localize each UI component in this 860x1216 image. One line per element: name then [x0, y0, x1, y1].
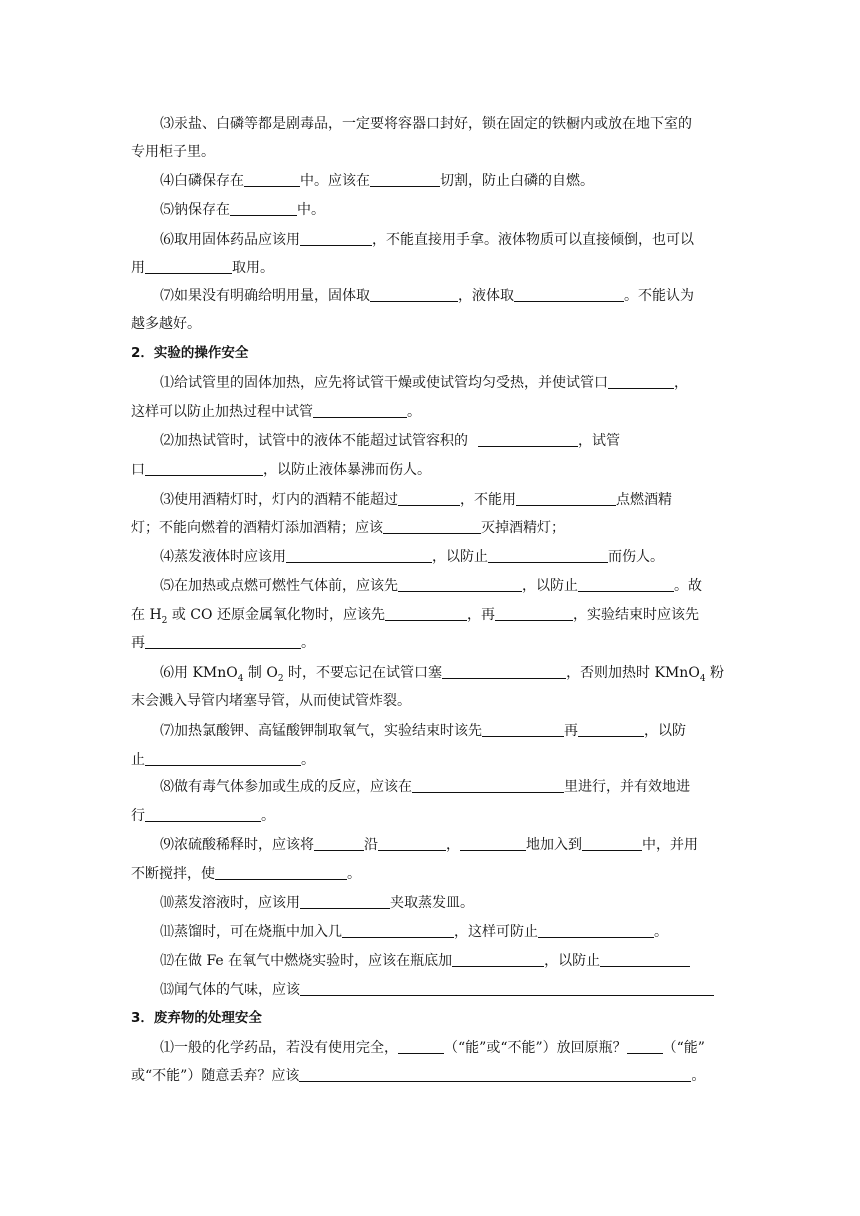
answer-blank[interactable]	[314, 836, 364, 851]
s2-item-4-text-a: ⑷蒸发液体时应该用	[160, 549, 286, 565]
s2-item-7-line-1	[160, 721, 686, 741]
section-3-heading: 3．废弃物的处理安全	[131, 1010, 262, 1026]
s2-item-2-line-1	[160, 431, 620, 451]
s2-item-6-text-a: ⑹用 KMnO	[160, 665, 238, 681]
s1-item-7-text-a: ⑺如果没有明确给明用量，固体取	[160, 288, 370, 304]
s2-item-9-line-1	[160, 835, 698, 855]
s2-item-5-line-2	[131, 605, 699, 625]
answer-blank[interactable]	[300, 981, 714, 996]
answer-blank[interactable]	[286, 548, 432, 563]
s2-item-3-line-1	[160, 490, 672, 510]
answer-blank[interactable]	[488, 548, 608, 563]
s1-item-5	[160, 200, 325, 220]
s3-item-1-line-1	[160, 1038, 705, 1058]
s2-item-5-text-c: 。故	[674, 578, 702, 594]
s2-item-1-text-c: 这样可以防止加热过程中试管	[131, 404, 313, 420]
s2-item-5-subscript: 2	[161, 615, 168, 626]
s2-item-5-text-b: ，以防止	[522, 578, 578, 594]
s2-item-10-text-b: 夹取蒸发皿。	[390, 895, 474, 911]
s2-item-7-text-b: 再	[564, 723, 578, 739]
s1-item-4	[160, 171, 594, 191]
s2-item-5-text-g: ，实验结束时应该先	[572, 607, 699, 623]
s1-item-3-text-end: 专用柜子里。	[131, 144, 215, 160]
s1-item-7-line-1	[160, 286, 694, 306]
answer-blank[interactable]	[514, 287, 624, 302]
s3-item-1-text-a: ⑴一般的化学药品，若没有使用完全，	[160, 1040, 398, 1056]
s2-item-6-subscript: 2	[277, 673, 284, 684]
answer-blank[interactable]	[452, 952, 544, 967]
answer-blank[interactable]	[145, 807, 261, 822]
section-2-heading: 2．实验的操作安全	[131, 345, 249, 361]
answer-blank[interactable]	[378, 836, 446, 851]
s1-item-7-text-c: 。不能认为	[624, 288, 694, 304]
answer-blank[interactable]	[538, 923, 654, 938]
s2-item-7-line-2	[131, 750, 315, 770]
s2-item-10-text-a: ⑽蒸发溶液时，应该用	[160, 895, 300, 911]
s2-item-5-line-3	[131, 633, 315, 653]
s2-item-1-line-1	[160, 373, 688, 393]
s3-item-1-text-b: （“能”或“不能”）放回原瓶？	[444, 1040, 627, 1056]
s2-item-11-text-a: ⑾蒸馏时，可在烧瓶中加入几	[160, 924, 342, 940]
s2-item-2-text-d: ，以防止液体暴沸而伤人。	[263, 462, 431, 478]
s1-item-5-text-b: 中。	[297, 202, 325, 218]
s2-item-7-text-c: ，以防	[644, 723, 686, 739]
answer-blank[interactable]	[215, 865, 347, 880]
s1-item-7-text-d: 越多越好。	[131, 316, 201, 332]
s1-item-6-text-d: 取用。	[232, 260, 274, 276]
s2-item-2-text-b: ，试管	[578, 433, 620, 449]
s3-item-1-text-e: 。	[691, 1068, 706, 1084]
s2-item-1-text-a: ⑴给试管里的固体加热，应先将试管干燥或使试管均匀受热，并使试管口	[160, 375, 608, 391]
s2-item-5-text-i: 。	[301, 635, 315, 651]
s2-item-6-subscript: 4	[699, 673, 706, 684]
s2-item-6-text-c: 时，不要忘记在试管口塞	[283, 665, 443, 681]
s2-item-2-line-2	[131, 460, 431, 480]
answer-blank[interactable]	[300, 231, 372, 246]
s2-item-8-line-2	[131, 806, 275, 826]
s2-item-9-text-d: 地加入到	[526, 837, 582, 853]
s1-item-6-text-c: 用	[131, 260, 145, 276]
answer-blank[interactable]	[582, 836, 642, 851]
s1-item-7-line-2	[131, 314, 201, 334]
answer-blank[interactable]	[608, 374, 674, 389]
answer-blank[interactable]	[342, 923, 454, 938]
s2-item-6-line-1	[160, 663, 724, 683]
s2-item-7-text-e: 。	[301, 752, 315, 768]
answer-blank[interactable]	[398, 577, 522, 592]
s2-item-9-text-f: 不断搅拌，使	[131, 866, 215, 882]
answer-blank[interactable]	[442, 664, 566, 679]
answer-blank[interactable]	[299, 1067, 691, 1082]
s2-item-3-text-d: 灯；不能向燃着的酒精灯添加酒精；应该	[131, 520, 383, 536]
answer-blank[interactable]	[383, 519, 481, 534]
s3-item-1-line-2	[131, 1066, 705, 1086]
s1-item-4-text-b: 中。应该在	[300, 173, 370, 189]
s2-item-9-text-g: 。	[347, 866, 361, 882]
s1-item-5-text-a: ⑸钠保存在	[160, 202, 230, 218]
s2-item-3-text-b: ，不能用	[460, 492, 516, 508]
answer-blank[interactable]	[600, 952, 690, 967]
s2-item-2-text-c: 口	[131, 462, 145, 478]
s3-item-1-text-d: 或“不能”）随意丢弃？应该	[131, 1068, 300, 1084]
s2-item-6-subscript: 4	[237, 673, 244, 684]
answer-blank[interactable]	[230, 201, 297, 216]
s2-item-11	[160, 922, 668, 942]
s1-item-4-text-c: 切割，防止白磷的自燃。	[440, 173, 594, 189]
answer-blank[interactable]	[627, 1039, 663, 1054]
answer-blank[interactable]	[313, 403, 407, 418]
answer-blank[interactable]	[385, 606, 467, 621]
s2-item-6-text-b: 制 O	[243, 665, 278, 681]
s2-item-8-text-b: 里进行，并有效地进	[564, 779, 690, 795]
s2-item-9-text-b: 沿	[364, 837, 378, 853]
s1-item-6-text-a: ⑹取用固体药品应该用	[160, 232, 300, 248]
s3-item-1-text-c: （“能”	[662, 1040, 705, 1056]
answer-blank[interactable]	[495, 606, 573, 621]
s2-item-3-text-e: 灭掉酒精灯；	[481, 520, 565, 536]
s2-item-8-text-a: ⑻做有毒气体参加或生成的反应，应该在	[160, 779, 412, 795]
s2-item-7-text-a: ⑺加热氯酸钾、高锰酸钾制取氧气，实验结束时该先	[160, 723, 482, 739]
answer-blank[interactable]	[412, 778, 564, 793]
s2-item-5-text-f: ，再	[466, 607, 495, 623]
s1-item-6-line-1	[160, 230, 694, 250]
s2-item-5-text-d: 在 H	[131, 607, 162, 623]
answer-blank[interactable]	[145, 461, 263, 476]
answer-blank[interactable]	[145, 634, 301, 649]
answer-blank[interactable]	[482, 722, 564, 737]
answer-blank[interactable]	[370, 172, 440, 187]
answer-blank[interactable]	[145, 259, 232, 274]
s2-item-5-line-1	[160, 576, 702, 596]
s2-item-13	[160, 980, 714, 1000]
s2-item-9-line-2	[131, 864, 361, 884]
s2-item-1-text-b: ，	[674, 375, 688, 391]
s2-item-2-text-a: ⑵加热试管时，试管中的液体不能超过试管容积的	[160, 433, 468, 449]
s2-item-11-text-c: 。	[654, 924, 668, 940]
s1-item-7-text-b: ，液体取	[458, 288, 514, 304]
s2-item-7-text-d: 止	[131, 752, 145, 768]
s1-item-4-text-a: ⑷白磷保存在	[160, 173, 244, 189]
answer-blank[interactable]	[398, 491, 460, 506]
s2-item-12-text-b: ，以防止	[544, 953, 601, 969]
answer-blank[interactable]	[578, 577, 674, 592]
s2-item-6-line-2	[131, 691, 411, 711]
answer-blank[interactable]	[478, 432, 578, 447]
s1-item-6-line-2	[131, 258, 274, 278]
answer-blank[interactable]	[300, 894, 390, 909]
s1-item-3-text: ⑶汞盐、白磷等都是剧毒品，一定要将容器口封好，锁在固定的铁橱内或放在地下室的	[160, 116, 692, 132]
s2-item-9-text-c: ，	[446, 837, 460, 853]
answer-blank[interactable]	[244, 172, 300, 187]
s2-item-4-text-c: 而伤人。	[608, 549, 664, 565]
s2-item-5-text-h: 再	[131, 635, 145, 651]
s2-item-12	[160, 951, 690, 971]
s2-item-3-line-2	[131, 518, 565, 538]
s2-item-3-text-a: ⑶使用酒精灯时，灯内的酒精不能超过	[160, 492, 398, 508]
s2-item-13-text-a: ⒀闻气体的气味，应该	[160, 982, 300, 998]
s2-item-9-text-a: ⑼浓硫酸稀释时，应该将	[160, 837, 314, 853]
s2-item-8-line-1	[160, 777, 690, 797]
s2-item-6-text-e: 粉	[705, 665, 724, 681]
answer-blank[interactable]	[460, 836, 526, 851]
s2-item-10	[160, 893, 474, 913]
s2-item-8-text-c: 行	[131, 808, 145, 824]
s2-item-5-text-a: ⑸在加热或点燃可燃性气体前，应该先	[160, 578, 398, 594]
answer-blank[interactable]	[578, 722, 644, 737]
answer-blank[interactable]	[145, 751, 301, 766]
s2-item-3-text-c: 点燃酒精	[616, 492, 672, 508]
s1-item-6-text-b: ，不能直接用手拿。液体物质可以直接倾倒，也可以	[372, 232, 694, 248]
s2-item-5-text-e: 或 CO 还原金属氧化物时，应该先	[167, 607, 385, 623]
s2-item-12-text-a: ⑿在做 Fe 在氧气中燃烧实验时，应该在瓶底加	[160, 953, 453, 969]
s2-item-6-text-f: 末会溅入导管内堵塞导管，从而使试管炸裂。	[131, 693, 411, 709]
answer-blank[interactable]	[398, 1039, 444, 1054]
s1-item-3-line-2	[131, 142, 215, 162]
s2-item-8-text-d: 。	[261, 808, 275, 824]
s2-item-4-text-b: ，以防止	[432, 549, 488, 565]
s2-item-1-text-d: 。	[407, 404, 421, 420]
s2-item-1-line-2	[131, 402, 421, 422]
s1-item-3-line-1	[160, 114, 692, 134]
answer-blank[interactable]	[370, 287, 458, 302]
s2-item-11-text-b: ，这样可防止	[454, 924, 538, 940]
answer-blank[interactable]	[516, 491, 616, 506]
s2-item-9-text-e: 中，并用	[642, 837, 698, 853]
s2-item-4	[160, 547, 664, 567]
s2-item-6-text-d: ，否则加热时 KMnO	[566, 665, 700, 681]
